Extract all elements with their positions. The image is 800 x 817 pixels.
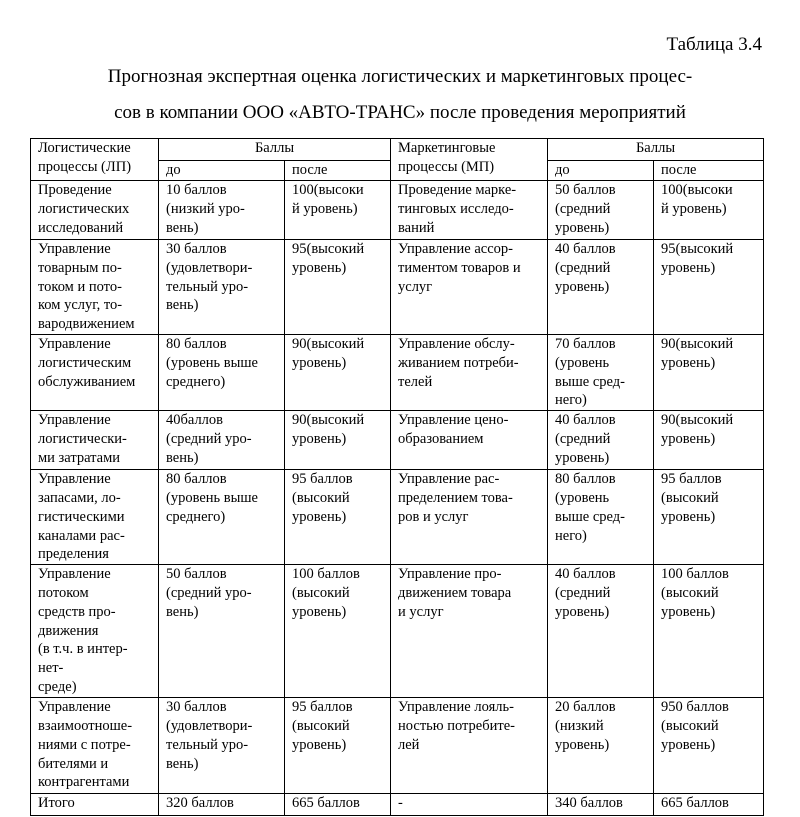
total-mp-after: 665 баллов bbox=[654, 794, 764, 816]
cell-lp-before: 10 баллов (низкий уро- вень) bbox=[159, 181, 285, 240]
cell-mp-process: Управление про- движением товара и услуг bbox=[391, 565, 548, 698]
cell-mp-after: 95 баллов (высокий уровень) bbox=[654, 470, 764, 565]
cell-mp-process: Управление цено- образованием bbox=[391, 411, 548, 470]
cell-mp-after: 90(высокий уровень) bbox=[654, 334, 764, 410]
cell-lp-after: 95(высокий уровень) bbox=[285, 240, 391, 335]
cell-lp-before: 80 баллов (уровень выше среднего) bbox=[159, 470, 285, 565]
header-after-mp: после bbox=[654, 161, 764, 181]
table-caption: Таблица 3.4 bbox=[666, 34, 762, 55]
cell-lp-process: Управление товарным по- током и пото- ком услуг, то- вародвижением bbox=[31, 240, 159, 335]
cell-lp-process: Управление логистически- ми затратами bbox=[31, 411, 159, 470]
cell-lp-after: 95 баллов (высокий уровень) bbox=[285, 470, 391, 565]
cell-mp-process: Управление лояль- ностью потребите- лей bbox=[391, 698, 548, 794]
header-before-mp: до bbox=[548, 161, 654, 181]
total-lp-process: Итого bbox=[31, 794, 159, 816]
table-row bbox=[31, 565, 764, 698]
cell-lp-after: 90(высокий уровень) bbox=[285, 411, 391, 470]
header-scores-lp: Баллы bbox=[159, 139, 391, 161]
cell-mp-process: Управление рас- пределением това- ров и услуг bbox=[391, 470, 548, 565]
cell-lp-after: 100(высоки й уровень) bbox=[285, 181, 391, 240]
cell-lp-process: Управление потоком средств про- движения (в т.ч. в интер- нет- среде) bbox=[31, 565, 159, 698]
header-mp: Маркетинговые процессы (МП) bbox=[391, 139, 548, 181]
table-row bbox=[31, 470, 764, 565]
assessment-table bbox=[30, 138, 764, 816]
cell-lp-after: 100 баллов (высокий уровень) bbox=[285, 565, 391, 698]
header-lp: Логистические процессы (ЛП) bbox=[31, 139, 159, 181]
header-before-lp: до bbox=[159, 161, 285, 181]
cell-mp-before: 20 баллов (низкий уровень) bbox=[548, 698, 654, 794]
cell-lp-process: Управление логистическим обслуживанием bbox=[31, 334, 159, 410]
table-title-line-1: Прогнозная экспертная оценка логистических и маркетинговых процес- bbox=[107, 66, 693, 87]
total-mp-process: - bbox=[391, 794, 548, 816]
table-row bbox=[31, 411, 764, 470]
cell-mp-process: Проведение марке- тинговых исследо- ваний bbox=[391, 181, 548, 240]
cell-lp-before: 30 баллов (удовлетвори- тельный уро- вень) bbox=[159, 698, 285, 794]
table-row bbox=[31, 698, 764, 794]
cell-lp-before: 80 баллов (уровень выше среднего) bbox=[159, 334, 285, 410]
cell-mp-before: 80 баллов (уровень выше сред- него) bbox=[548, 470, 654, 565]
cell-mp-before: 40 баллов (средний уровень) bbox=[548, 411, 654, 470]
cell-mp-after: 90(высокий уровень) bbox=[654, 411, 764, 470]
cell-mp-after: 100(высоки й уровень) bbox=[654, 181, 764, 240]
cell-mp-before: 40 баллов (средний уровень) bbox=[548, 240, 654, 335]
cell-mp-after: 950 баллов (высокий уровень) bbox=[654, 698, 764, 794]
table-row bbox=[31, 240, 764, 335]
cell-lp-after: 90(высокий уровень) bbox=[285, 334, 391, 410]
cell-mp-process: Управление обслу- живанием потреби- телей bbox=[391, 334, 548, 410]
cell-mp-after: 95(высокий уровень) bbox=[654, 240, 764, 335]
cell-mp-before: 50 баллов (средний уровень) bbox=[548, 181, 654, 240]
table-row bbox=[31, 334, 764, 410]
cell-mp-before: 40 баллов (средний уровень) bbox=[548, 565, 654, 698]
total-mp-before: 340 баллов bbox=[548, 794, 654, 816]
cell-lp-after: 95 баллов (высокий уровень) bbox=[285, 698, 391, 794]
header-scores-mp: Баллы bbox=[548, 139, 764, 161]
cell-lp-process: Управление запасами, ло- гистическими каналами рас- пределения bbox=[31, 470, 159, 565]
cell-mp-after: 100 баллов (высокий уровень) bbox=[654, 565, 764, 698]
cell-mp-process: Управление ассор- тиментом товаров и услуг bbox=[391, 240, 548, 335]
table-row bbox=[31, 181, 764, 240]
cell-lp-process: Управление взаимоотноше- ниями с потре- бителями и контрагентами bbox=[31, 698, 159, 794]
cell-lp-before: 50 баллов (средний уро- вень) bbox=[159, 565, 285, 698]
header-after-lp: после bbox=[285, 161, 391, 181]
cell-lp-process: Проведение логистических исследований bbox=[31, 181, 159, 240]
total-lp-after: 665 баллов bbox=[285, 794, 391, 816]
cell-lp-before: 40баллов (средний уро- вень) bbox=[159, 411, 285, 470]
total-row bbox=[31, 794, 764, 816]
cell-mp-before: 70 баллов (уровень выше сред- него) bbox=[548, 334, 654, 410]
cell-lp-before: 30 баллов (удовлетвори- тельный уро- вень) bbox=[159, 240, 285, 335]
total-lp-before: 320 баллов bbox=[159, 794, 285, 816]
table-title-line-2: сов в компании ООО «АВТО-ТРАНС» после проведения мероприятий bbox=[114, 102, 686, 123]
